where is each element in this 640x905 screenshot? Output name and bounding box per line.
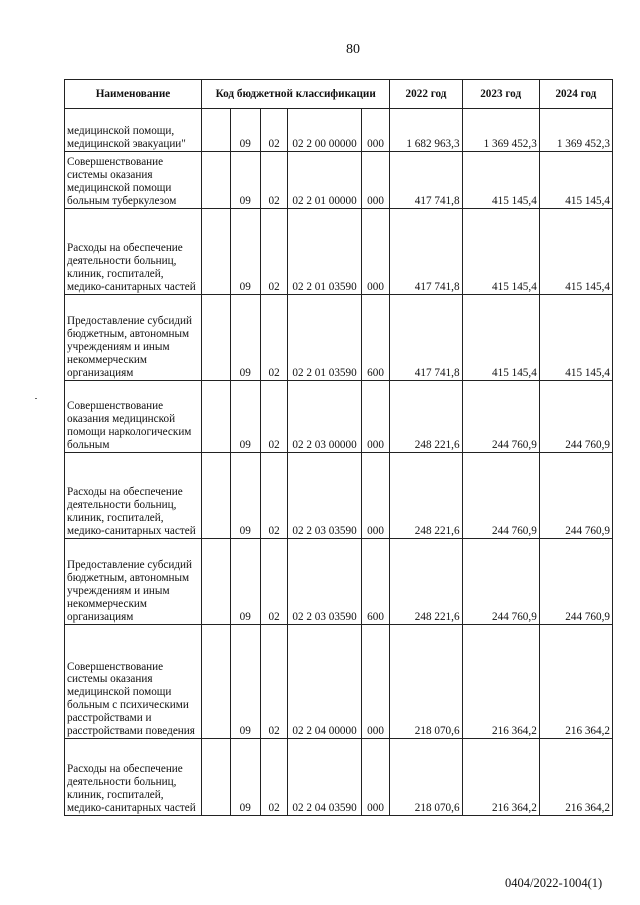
row-target-article: 02 2 01 00000 (288, 152, 361, 209)
row-value-2024: 415 145,4 (539, 209, 612, 295)
row-value-2023: 216 364,2 (462, 625, 539, 739)
row-value-2023: 415 145,4 (462, 152, 539, 209)
row-value-2023: 216 364,2 (462, 739, 539, 816)
row-subsection: 02 (260, 209, 288, 295)
row-expense-type: 000 (361, 109, 390, 152)
row-value-2024: 415 145,4 (539, 152, 612, 209)
row-target-article: 02 2 00 00000 (288, 109, 361, 152)
row-subsection: 02 (260, 539, 288, 625)
table-row (65, 381, 613, 453)
row-value-2023: 244 760,9 (462, 381, 539, 453)
row-value-2023: 244 760,9 (462, 539, 539, 625)
header-2023: 2023 год (462, 80, 539, 109)
row-target-article: 02 2 03 00000 (288, 381, 361, 453)
row-spacer (201, 152, 230, 209)
row-target-article: 02 2 01 03590 (288, 209, 361, 295)
row-section: 09 (230, 453, 260, 539)
row-spacer (201, 453, 230, 539)
row-value-2024: 216 364,2 (539, 625, 612, 739)
table-row (65, 152, 613, 209)
row-subsection: 02 (260, 295, 288, 381)
row-value-2022: 218 070,6 (390, 625, 462, 739)
row-subsection: 02 (260, 625, 288, 739)
row-name: Предоставление субсидий бюджетным, автономным учреждениям и иным некоммерческим организациям (65, 539, 202, 625)
row-section: 09 (230, 539, 260, 625)
table-body (65, 109, 613, 816)
row-name: Совершенствование оказания медицинской помощи наркологическим больным (65, 381, 202, 453)
header-name: Наименование (65, 80, 202, 109)
budget-table (64, 79, 613, 816)
row-subsection: 02 (260, 152, 288, 209)
row-name: Расходы на обеспечение деятельности больниц, клиник, госпиталей, медико-санитарных частей (65, 209, 202, 295)
row-subsection: 02 (260, 381, 288, 453)
row-name: Расходы на обеспечение деятельности больниц, клиник, госпиталей, медико-санитарных частей (65, 739, 202, 816)
row-value-2022: 248 221,6 (390, 539, 462, 625)
row-value-2022: 248 221,6 (390, 381, 462, 453)
row-value-2022: 417 741,8 (390, 209, 462, 295)
row-section: 09 (230, 152, 260, 209)
row-spacer (201, 739, 230, 816)
row-value-2023: 415 145,4 (462, 209, 539, 295)
table-row (65, 625, 613, 739)
table-row (65, 539, 613, 625)
row-section: 09 (230, 109, 260, 152)
row-value-2024: 1 369 452,3 (539, 109, 612, 152)
row-expense-type: 000 (361, 152, 390, 209)
row-subsection: 02 (260, 739, 288, 816)
row-expense-type: 000 (361, 453, 390, 539)
row-value-2022: 1 682 963,3 (390, 109, 462, 152)
row-spacer (201, 539, 230, 625)
row-section: 09 (230, 381, 260, 453)
table-row (65, 453, 613, 539)
table-header (65, 80, 613, 109)
row-value-2024: 244 760,9 (539, 539, 612, 625)
table-row (65, 209, 613, 295)
row-value-2022: 218 070,6 (390, 739, 462, 816)
row-target-article: 02 2 01 03590 (288, 295, 361, 381)
row-target-article: 02 2 04 03590 (288, 739, 361, 816)
row-expense-type: 000 (361, 209, 390, 295)
table-row (65, 739, 613, 816)
row-expense-type: 000 (361, 739, 390, 816)
row-name: Совершенствование системы оказания медицинской помощи больным туберкулезом (65, 152, 202, 209)
row-value-2022: 417 741,8 (390, 295, 462, 381)
header-2024: 2024 год (539, 80, 612, 109)
row-value-2022: 248 221,6 (390, 453, 462, 539)
scan-speck (35, 398, 37, 399)
table-row (65, 295, 613, 381)
row-expense-type: 000 (361, 625, 390, 739)
row-value-2023: 415 145,4 (462, 295, 539, 381)
row-name: Предоставление субсидий бюджетным, автономным учреждениям и иным некоммерческим организациям (65, 295, 202, 381)
row-name: Расходы на обеспечение деятельности больниц, клиник, госпиталей, медико-санитарных частей (65, 453, 202, 539)
document-code: 0404/2022-1004(1) (505, 876, 603, 890)
row-spacer (201, 209, 230, 295)
row-name: медицинской помощи, медицинской эвакуации" (65, 109, 202, 152)
row-subsection: 02 (260, 453, 288, 539)
table-row (65, 109, 613, 152)
row-value-2024: 244 760,9 (539, 381, 612, 453)
row-value-2023: 244 760,9 (462, 453, 539, 539)
row-value-2022: 417 741,8 (390, 152, 462, 209)
header-2022: 2022 год (390, 80, 462, 109)
page-number: 80 (346, 42, 360, 57)
row-spacer (201, 295, 230, 381)
row-section: 09 (230, 295, 260, 381)
row-value-2024: 415 145,4 (539, 295, 612, 381)
row-expense-type: 000 (361, 381, 390, 453)
row-value-2024: 244 760,9 (539, 453, 612, 539)
row-subsection: 02 (260, 109, 288, 152)
row-value-2024: 216 364,2 (539, 739, 612, 816)
row-spacer (201, 381, 230, 453)
row-section: 09 (230, 209, 260, 295)
row-target-article: 02 2 04 00000 (288, 625, 361, 739)
row-target-article: 02 2 03 03590 (288, 539, 361, 625)
row-expense-type: 600 (361, 295, 390, 381)
header-code: Код бюджетной классификации (201, 80, 389, 109)
row-value-2023: 1 369 452,3 (462, 109, 539, 152)
row-expense-type: 600 (361, 539, 390, 625)
row-section: 09 (230, 625, 260, 739)
row-section: 09 (230, 739, 260, 816)
row-target-article: 02 2 03 03590 (288, 453, 361, 539)
row-name: Совершенствование системы оказания медицинской помощи больным с психическими расстройствами и расстройствами поведения (65, 625, 202, 739)
row-spacer (201, 625, 230, 739)
row-spacer (201, 109, 230, 152)
